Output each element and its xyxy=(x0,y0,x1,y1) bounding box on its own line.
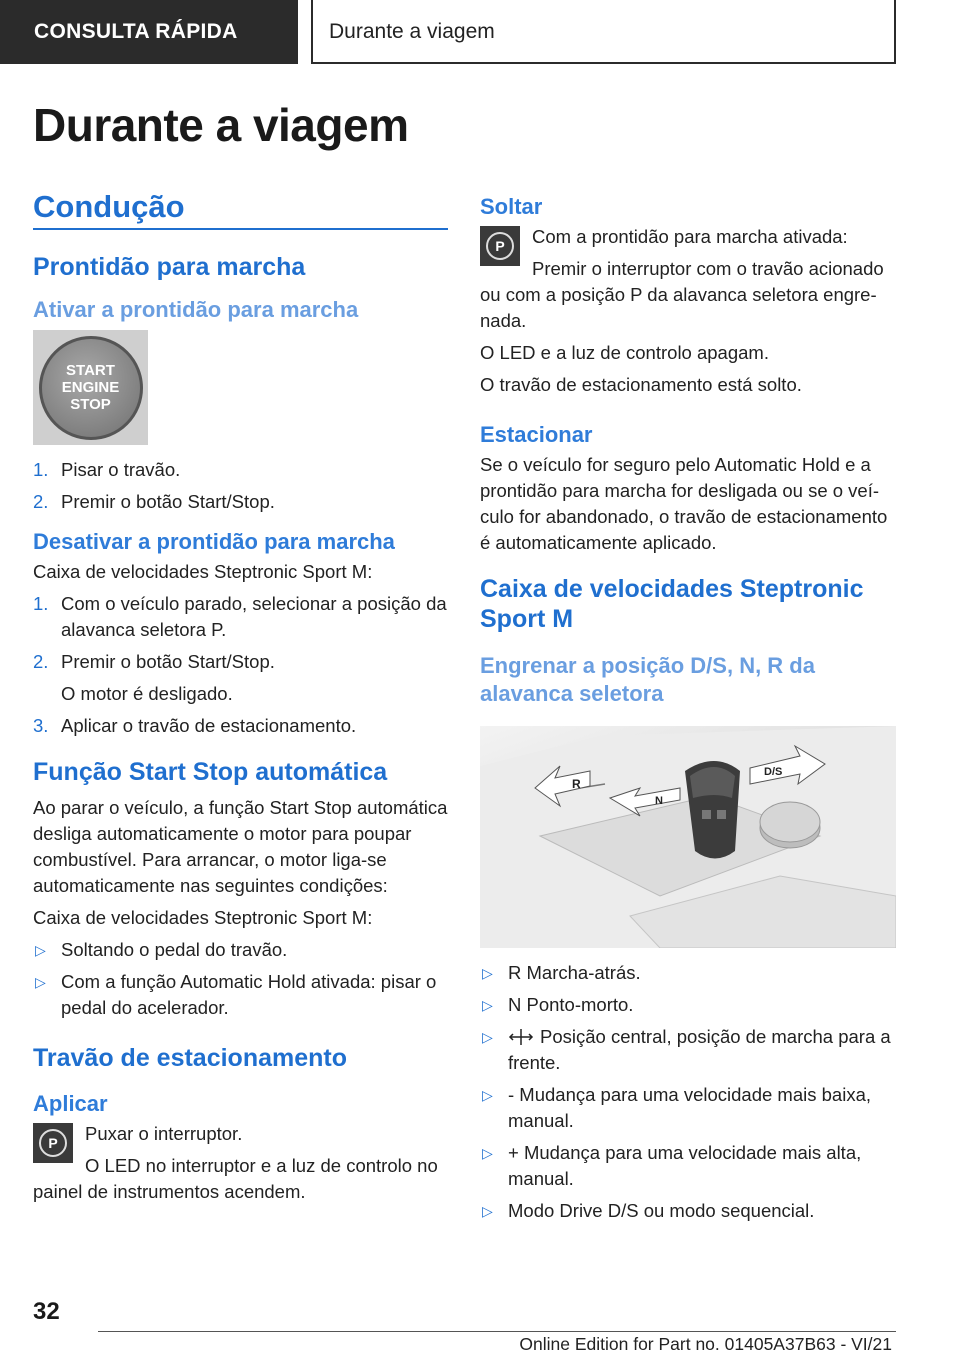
ativar-steps xyxy=(33,457,448,515)
gear-selector-image xyxy=(480,726,896,948)
chapter-tab[interactable]: Durante a viagem xyxy=(311,0,896,64)
selector-bullets xyxy=(480,960,896,1224)
footer-edition: Online Edition for Part no. 01405A37B63 - VI/21 xyxy=(519,1334,892,1354)
list-item: ▷ - Mudança para uma velocidade mais baixa, manual. xyxy=(482,1084,871,1131)
list-item: 2. Premir o botão Start/Stop. O motor é desligado. xyxy=(33,649,448,707)
heading-engrenar: Engrenar a posição D/S, N, R da alavanca seletora xyxy=(480,653,815,706)
soltar-p1: Com a prontidão para marcha ativada: xyxy=(532,226,848,247)
left-column xyxy=(33,190,448,1211)
heading-desativar: Desativar a prontidão para marcha xyxy=(33,529,395,554)
heading-prontidao: Prontidão para marcha xyxy=(33,253,306,281)
list-item: 3. Aplicar o travão de estacionamento. xyxy=(33,715,357,736)
heading-conducao: Condução xyxy=(33,194,448,230)
footer-divider xyxy=(98,1331,896,1332)
estacionar-text: Se o veículo for seguro pelo Automatic Hold e a prontidão para marcha for desligada ou se o veículo for abandonado, o travão de estacionamento é automaticamente aplicado. xyxy=(480,454,888,553)
list-item: ▷ Posição central, posição de marcha para a frente. xyxy=(482,1026,891,1073)
triangle-bullet-icon: ▷ xyxy=(482,965,493,981)
parking-brake-icon: P xyxy=(33,1123,73,1163)
stop-label: STOP xyxy=(70,396,111,413)
heading-travao: Travão de estacionamento xyxy=(33,1044,348,1072)
step-subtext: O motor é desligado. xyxy=(61,683,233,704)
funcao-text: Ao parar o veículo, a função Start Stop automática desliga automaticamente o motor para poupar combustível. Para arrancar, o motor liga-se automaticamente nas seguintes condições: xyxy=(33,797,448,896)
page-header xyxy=(0,0,960,68)
right-column xyxy=(480,190,896,1230)
list-item: ▷ Soltando o pedal do travão. xyxy=(33,937,448,963)
triangle-bullet-icon: ▷ xyxy=(35,974,46,990)
triangle-bullet-icon: ▷ xyxy=(482,1087,493,1103)
list-item: ▷ Com a função Automatic Hold ativada: pisar o pedal do acelerador. xyxy=(35,971,437,1018)
soltar-p3: O LED e a luz de controlo apagam. xyxy=(480,342,769,363)
selector-n-label: N xyxy=(655,795,663,807)
selector-ds-label: D/S xyxy=(764,766,783,778)
triangle-bullet-icon: ▷ xyxy=(482,1203,493,1219)
list-item: 2. Premir o botão Start/Stop. xyxy=(33,491,275,512)
list-item: 1. Pisar o travão. xyxy=(33,459,181,480)
gear-selector-illustration xyxy=(480,726,896,948)
heading-ativar: Ativar a prontidão para marcha xyxy=(33,297,359,322)
heading-aplicar: Aplicar xyxy=(33,1091,108,1116)
heading-soltar: Soltar xyxy=(480,194,543,219)
funcao-bullets xyxy=(33,937,448,1021)
list-item: ▷ N Ponto-morto. xyxy=(480,992,896,1018)
page-title: Durante a viagem xyxy=(33,99,409,151)
selector-r-label: R xyxy=(572,777,581,791)
parking-brake-icon: P xyxy=(480,226,520,266)
aplicar-p2: O LED no interruptor e a luz de controlo no painel de instrumentos acendem. xyxy=(33,1155,438,1202)
start-engine-stop-icon xyxy=(39,336,143,440)
engine-label: ENGINE xyxy=(61,379,120,396)
list-item: ▷ R Marcha-atrás. xyxy=(480,960,896,986)
list-item: ▷ + Mudança para uma velocidade mais alta, manual. xyxy=(482,1142,862,1189)
soltar-p2: Premir o interruptor com o travão acionado ou com a posição P da alavanca seletora engrenada. xyxy=(480,258,884,331)
soltar-p4: O travão de estacionamento está solto. xyxy=(480,374,802,395)
section-tab[interactable]: CONSULTA RÁPIDA xyxy=(0,0,298,64)
funcao-intro2: Caixa de velocidades Steptronic Sport M: xyxy=(33,907,373,928)
desativar-steps xyxy=(33,591,448,739)
triangle-bullet-icon: ▷ xyxy=(35,942,46,958)
start-stop-button-image xyxy=(33,330,148,445)
heading-caixa: Caixa de velocidades Steptronic Sport M xyxy=(480,575,864,633)
aplicar-block xyxy=(33,1121,448,1205)
triangle-bullet-icon: ▷ xyxy=(482,1029,493,1045)
soltar-block xyxy=(480,224,896,334)
aplicar-p1: Puxar o interruptor. xyxy=(85,1123,243,1144)
triangle-bullet-icon: ▷ xyxy=(482,1145,493,1161)
heading-funcao: Função Start Stop automática xyxy=(33,758,388,786)
desativar-intro: Caixa de velocidades Steptronic Sport M: xyxy=(33,561,373,582)
list-item: ▷ Modo Drive D/S ou modo sequencial. xyxy=(480,1198,896,1224)
center-position-arrows-icon xyxy=(508,1028,534,1046)
page-number: 32 xyxy=(33,1298,60,1325)
list-item: 1. Com o veículo parado, selecionar a posição da alavanca seletora P. xyxy=(33,593,447,640)
triangle-bullet-icon: ▷ xyxy=(482,997,493,1013)
start-label: START xyxy=(66,362,115,379)
heading-estacionar: Estacionar xyxy=(480,422,593,447)
